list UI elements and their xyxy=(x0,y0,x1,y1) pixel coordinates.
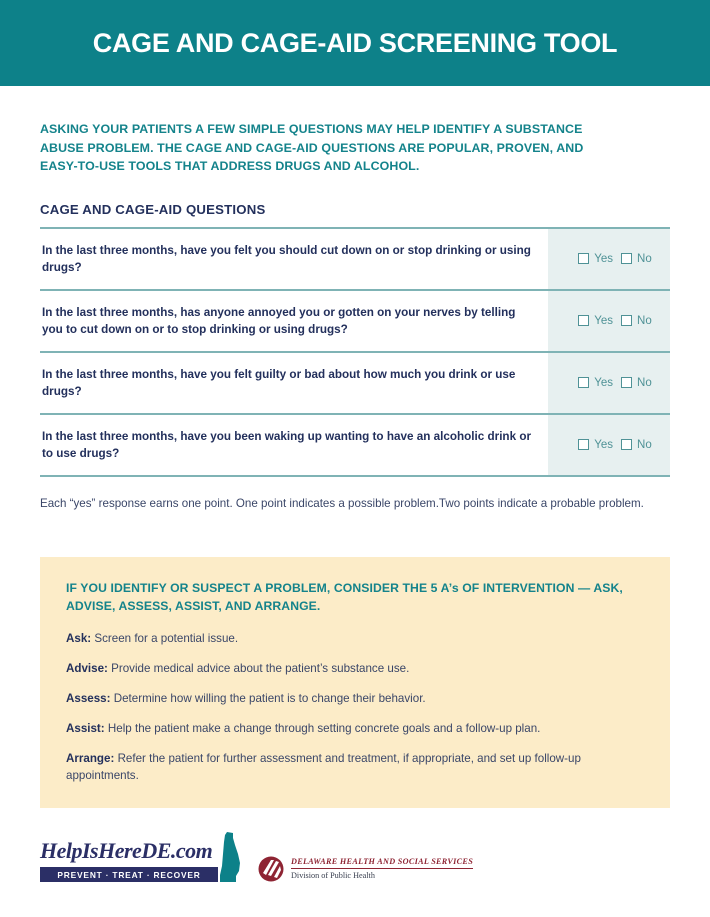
checkbox-icon[interactable] xyxy=(621,315,632,326)
yes-label: Yes xyxy=(594,438,614,451)
list-item-term: Arrange: xyxy=(66,751,115,765)
list-item-description: Determine how willing the patient is to change their behavior. xyxy=(113,691,426,705)
intro-paragraph: ASKING YOUR PATIENTS A FEW SIMPLE QUESTIONS MAY HELP IDENTIFY A SUBSTANCE ABUSE PROBLEM. THE CAGE AND CAGE-AID QUESTIONS ARE POPULAR, PROVEN, AND EASY-TO-USE TOOLS THAT ADDRESS DRUGS AND ALCOHOL. xyxy=(40,122,584,174)
list-item xyxy=(66,690,644,707)
intervention-list xyxy=(66,630,644,784)
no-label: No xyxy=(637,438,652,451)
question-text: In the last three months, have you been waking up wanting to have an alcoholic drink or to use drugs? xyxy=(42,429,532,460)
list-item-description: Provide medical advice about the patient’s substance use. xyxy=(111,661,410,675)
delaware-state-icon xyxy=(216,832,242,889)
list-item-term: Ask: xyxy=(66,631,92,645)
checkbox-icon[interactable] xyxy=(578,315,589,326)
list-item-term: Advise: xyxy=(66,661,108,675)
yes-option[interactable] xyxy=(578,377,613,389)
checkbox-icon[interactable] xyxy=(578,377,589,388)
no-label: No xyxy=(637,252,652,265)
page-title: CAGE AND CAGE-AID SCREENING TOOL xyxy=(92,27,618,58)
no-label: No xyxy=(637,314,652,327)
answer-cell xyxy=(548,229,670,289)
yes-label: Yes xyxy=(594,314,614,327)
list-item xyxy=(66,630,644,647)
list-item-term: Assess: xyxy=(66,691,111,705)
list-item-description: Screen for a potential issue. xyxy=(94,631,239,645)
checkbox-icon[interactable] xyxy=(621,377,632,388)
dhss-logo[interactable] xyxy=(258,856,473,888)
no-option[interactable] xyxy=(621,377,652,389)
table-row xyxy=(40,415,670,477)
answer-cell xyxy=(548,291,670,351)
table-row xyxy=(40,229,670,291)
intervention-panel xyxy=(40,557,670,808)
checkbox-icon[interactable] xyxy=(621,253,632,264)
yes-label: Yes xyxy=(594,376,614,389)
list-item-term: Assist: xyxy=(66,721,105,735)
intervention-panel-heading: IF YOU IDENTIFY OR SUSPECT A PROBLEM, CONSIDER THE 5 A’s OF INTERVENTION — ASK, ADVISE, ASSESS, ASSIST, AND ARRANGE. xyxy=(66,580,623,614)
list-item-description: Help the patient make a change through setting concrete goals and a follow-up plan. xyxy=(107,721,541,735)
dhss-text-block xyxy=(291,857,473,882)
helpishere-tagline: PREVENT · TREAT · RECOVER xyxy=(57,869,201,880)
questions-table xyxy=(40,227,670,477)
table-row xyxy=(40,291,670,353)
list-item-description: Refer the patient for further assessment and treatment, if appropriate, and set up follow-up appointments. xyxy=(66,751,581,782)
dhss-title: DELAWARE HEALTH AND SOCIAL SERVICES xyxy=(291,857,473,869)
helpishere-tagline-bar xyxy=(40,867,218,882)
helpishere-logo[interactable] xyxy=(40,832,240,888)
yes-option[interactable] xyxy=(578,315,613,327)
no-label: No xyxy=(637,376,652,389)
footer xyxy=(40,832,473,888)
page-content xyxy=(0,120,710,808)
yes-label: Yes xyxy=(594,252,614,265)
list-item xyxy=(66,660,644,677)
yes-option[interactable] xyxy=(578,439,613,451)
no-option[interactable] xyxy=(621,315,652,327)
questions-section-heading: CAGE AND CAGE-AID QUESTIONS xyxy=(40,201,266,217)
no-option[interactable] xyxy=(621,439,652,451)
checkbox-icon[interactable] xyxy=(621,439,632,450)
scoring-note: Each “yes” response earns one point. One point indicates a possible problem.Two points indicate a probable problem. xyxy=(40,496,644,510)
page-header xyxy=(0,0,710,86)
no-option[interactable] xyxy=(621,253,652,265)
list-item xyxy=(66,750,644,784)
checkbox-icon[interactable] xyxy=(578,439,589,450)
table-row xyxy=(40,353,670,415)
answer-cell xyxy=(548,415,670,475)
yes-option[interactable] xyxy=(578,253,613,265)
list-item xyxy=(66,720,644,737)
question-text: In the last three months, have you felt guilty or bad about how much you drink or use drugs? xyxy=(42,367,516,398)
helpishere-wordmark: HelpIsHereDE.com xyxy=(40,838,213,863)
answer-cell xyxy=(548,353,670,413)
question-text: In the last three months, has anyone annoyed you or gotten on your nerves by telling you to cut down on or to stop drinking or using drugs? xyxy=(42,305,516,336)
dhss-subtitle: Division of Public Health xyxy=(291,871,375,880)
question-text: In the last three months, have you felt you should cut down on or stop drinking or using drugs? xyxy=(42,243,531,274)
dhss-seal-icon xyxy=(258,856,284,882)
checkbox-icon[interactable] xyxy=(578,253,589,264)
